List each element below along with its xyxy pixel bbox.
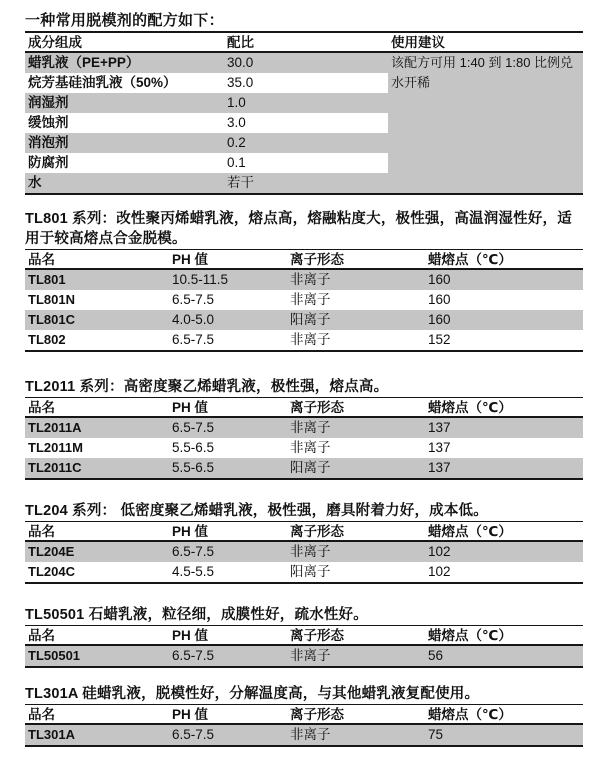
header-name: 品名 xyxy=(28,400,55,415)
cell-name: TL2011C xyxy=(28,460,82,475)
formula-table xyxy=(25,31,583,195)
table-row xyxy=(25,330,583,350)
header-ion: 离子形态 xyxy=(290,524,344,539)
cell-ion: 阳离子 xyxy=(290,312,331,327)
header-melt: 蜡熔点（℃） xyxy=(428,707,512,722)
table-row xyxy=(25,290,583,310)
cell-ph: 5.5-6.5 xyxy=(172,440,215,455)
table-row xyxy=(25,173,583,193)
cell-ph: 4.0-5.0 xyxy=(172,312,215,327)
cell-ratio: 0.1 xyxy=(224,153,388,173)
section-heading-tl50501: TL50501 石蜡乳液，粒径细，成膜性好，疏水性好。 xyxy=(25,607,368,623)
header-ph: PH 值 xyxy=(172,252,209,267)
cell-melt: 152 xyxy=(428,332,451,347)
cell-melt: 160 xyxy=(428,272,451,287)
product-table-header-row xyxy=(25,398,583,418)
table-row xyxy=(25,93,583,113)
section-heading-tl204: TL204 系列： 低密度聚乙烯蜡乳液，极性强，磨具附着力好，成本低。 xyxy=(25,503,488,519)
cell-ion: 非离子 xyxy=(290,292,331,307)
header-name: 品名 xyxy=(28,524,55,539)
table-row xyxy=(25,542,583,562)
cell-ph: 4.5-5.5 xyxy=(172,564,215,579)
table-row xyxy=(25,418,583,438)
cell-ion: 非离子 xyxy=(290,420,331,435)
cell-ion: 阳离子 xyxy=(290,460,331,475)
table-row xyxy=(25,113,583,133)
table-row xyxy=(25,310,583,330)
cell-ph: 6.5-7.5 xyxy=(172,648,215,663)
cell-component: 烷芳基硅油乳液（50%） xyxy=(25,73,224,93)
table-row xyxy=(25,153,583,173)
cell-ph: 10.5-11.5 xyxy=(172,272,229,287)
cell-melt: 102 xyxy=(428,544,451,559)
table-row xyxy=(25,458,583,478)
usage-note-line2: 水开稀 xyxy=(391,75,431,90)
cell-component: 蜡乳液（PE+PP） xyxy=(28,55,140,70)
cell-ratio: 30.0 xyxy=(227,55,254,70)
cell-name: TL801C xyxy=(28,312,75,327)
cell-component: 消泡剂 xyxy=(28,135,69,150)
cell-ion: 非离子 xyxy=(290,440,331,455)
header-ph: PH 值 xyxy=(172,628,209,643)
cell-component: 防腐剂 xyxy=(25,153,224,173)
cell-ion: 非离子 xyxy=(290,648,331,663)
table-row xyxy=(25,133,583,153)
cell-ph: 6.5-7.5 xyxy=(172,292,215,307)
cell-name: TL204E xyxy=(28,544,75,559)
header-ion: 离子形态 xyxy=(290,400,344,415)
header-ion: 离子形态 xyxy=(290,707,344,722)
header-component: 成分组成 xyxy=(28,35,82,50)
table-row xyxy=(25,270,583,290)
cell-component: 润湿剂 xyxy=(28,95,69,110)
header-ph: PH 值 xyxy=(172,524,209,539)
cell-name: TL802 xyxy=(28,332,66,347)
product-table-tl2011 xyxy=(25,397,583,480)
cell-name: TL301A xyxy=(28,727,75,742)
header-ion: 离子形态 xyxy=(290,252,344,267)
cell-melt: 160 xyxy=(428,312,451,327)
cell-melt: 102 xyxy=(428,564,451,579)
cell-component: 水 xyxy=(28,175,42,190)
cell-name: TL204C xyxy=(28,564,75,579)
header-melt: 蜡熔点（℃） xyxy=(428,400,512,415)
cell-ph: 6.5-7.5 xyxy=(172,332,215,347)
header-melt: 蜡熔点（℃） xyxy=(428,524,512,539)
header-name: 品名 xyxy=(28,628,55,643)
cell-melt: 56 xyxy=(428,648,444,663)
header-ratio: 配比 xyxy=(227,35,254,50)
cell-name: TL2011A xyxy=(28,420,82,435)
cell-ratio: 35.0 xyxy=(224,73,388,93)
product-table-header-row xyxy=(25,626,583,646)
formula-table-body xyxy=(25,53,583,193)
table-row xyxy=(25,646,583,666)
cell-name: TL801N xyxy=(28,292,75,307)
cell-melt: 75 xyxy=(428,727,444,742)
table-row xyxy=(25,725,583,745)
cell-ph: 5.5-6.5 xyxy=(172,460,215,475)
cell-melt: 137 xyxy=(428,460,451,475)
cell-ratio: 若干 xyxy=(227,175,254,190)
header-name: 品名 xyxy=(28,707,55,722)
cell-ion: 非离子 xyxy=(290,272,331,287)
header-ph: PH 值 xyxy=(172,400,209,415)
formula-table-header-row xyxy=(25,33,583,53)
header-ph: PH 值 xyxy=(172,707,209,722)
header-usage: 使用建议 xyxy=(391,35,445,50)
cell-component: 缓蚀剂 xyxy=(25,113,224,133)
cell-ratio: 3.0 xyxy=(224,113,388,133)
table-row xyxy=(25,562,583,582)
product-table-tl204 xyxy=(25,521,583,584)
header-melt: 蜡熔点（℃） xyxy=(428,628,512,643)
product-table-header-row xyxy=(25,522,583,542)
header-melt: 蜡熔点（℃） xyxy=(428,252,512,267)
product-table-tl50501 xyxy=(25,625,583,668)
cell-ratio: 1.0 xyxy=(227,95,246,110)
product-table-header-row xyxy=(25,250,583,270)
cell-melt: 137 xyxy=(428,440,451,455)
product-table-tl301a xyxy=(25,704,583,747)
cell-name: TL801 xyxy=(28,272,66,287)
section-heading-tl301a: TL301A 硅蜡乳液，脱模性好，分解温度高，与其他蜡乳液复配使用。 xyxy=(25,686,480,702)
cell-ph: 6.5-7.5 xyxy=(172,420,215,435)
cell-melt: 160 xyxy=(428,292,451,307)
cell-ph: 6.5-7.5 xyxy=(172,727,215,742)
cell-ion: 阳离子 xyxy=(290,564,331,579)
cell-melt: 137 xyxy=(428,420,451,435)
page-title: 一种常用脱模剂的配方如下： xyxy=(25,12,224,29)
section-heading-tl2011: TL2011 系列：高密度聚乙烯蜡乳液，极性强，熔点高。 xyxy=(25,379,389,395)
header-name: 品名 xyxy=(28,252,55,267)
cell-name: TL50501 xyxy=(28,648,81,663)
usage-note-line1: 该配方可用 1:40 到 1:80 比例兑 xyxy=(391,55,574,70)
header-ion: 离子形态 xyxy=(290,628,344,643)
cell-ion: 非离子 xyxy=(290,727,331,742)
product-table-header-row xyxy=(25,705,583,725)
cell-ion: 非离子 xyxy=(290,332,331,347)
cell-ion: 非离子 xyxy=(290,544,331,559)
section-heading-tl801: TL801 系列：改性聚丙烯蜡乳液，熔点高，熔融粘度大，极性强，高温润湿性好，适用于较高熔点合金脱模。 xyxy=(25,211,572,247)
cell-ph: 6.5-7.5 xyxy=(172,544,215,559)
table-row xyxy=(25,438,583,458)
table-row xyxy=(25,73,583,93)
product-table-tl801 xyxy=(25,249,583,352)
cell-name: TL2011M xyxy=(28,440,83,455)
cell-ratio: 0.2 xyxy=(227,135,246,150)
